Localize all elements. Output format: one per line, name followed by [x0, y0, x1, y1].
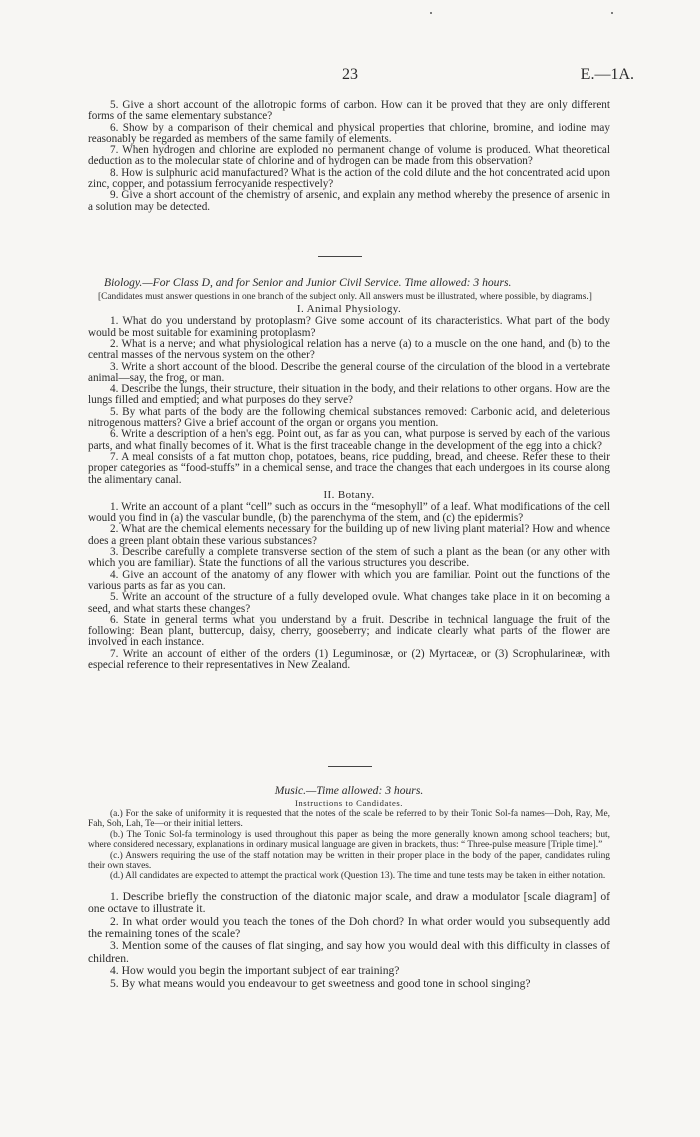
question: 6. Write a description of a hen's egg. Point out, as far as you can, what purpose is served by each of the various parts, and what finally becomes of it. What is the first traceable change in the development of the egg into a chick?	[88, 428, 610, 452]
question: 8. How is sulphuric acid manufactured? What is the action of the cold dilute and the hot concentrated acid upon zinc, copper, and potassium ferrocyanide respectively?	[88, 166, 610, 191]
question: 7. Write an account of either of the orders (1) Leguminosæ, or (2) Myrtaceæ, or (3) Scrophularineæ, with especial reference to their representatives in New Zealand.	[88, 647, 610, 672]
subsection-heading: I. Animal Physiology.	[296, 303, 402, 316]
question: 3. Describe carefully a complete transverse section of the stem of such a plant as the bean (or any other with which you are familiar). State the functions of all the various structures you describe.	[88, 546, 610, 570]
section-title: Music.—Time allowed: 3 hours.	[274, 784, 424, 797]
question: 5. Write an account of the structure of a fully developed ovule. What changes take place in it on becoming a seed, and what starts these changes?	[88, 591, 610, 615]
question: 3. Mention some of the causes of flat singing, and say how you would deal with this difficulty in classes of children.	[88, 939, 610, 965]
section-divider	[318, 256, 362, 257]
question: 5. Give a short account of the allotropic forms of carbon. How can it be proved that they are only different forms of the same elementary substance?	[88, 99, 610, 123]
subsection-heading: II. Botany.	[323, 488, 375, 501]
chemistry-questions	[88, 100, 610, 213]
question: 1. Describe briefly the construction of the diatonic major scale, and draw a modulator [scale diagram] of one octave to illustrate it.	[88, 889, 610, 916]
section-divider	[328, 766, 372, 767]
print-speck	[611, 12, 613, 14]
instruction: (a.) For the sake of uniformity it is requested that the notes of the scale be referred to by their Tonic Sol-fa names—Doh, Ray, Me, Fah, Soh, Lah, Te—or their initial letters.	[88, 809, 610, 830]
question: 2. What is a nerve; and what physiological relation has a nerve (a) to a muscle on the one hand, and (b) to the central masses of the nervous system on the other?	[88, 338, 610, 362]
section-title: Biology.—For Class D, and for Senior and Junior Civil Service. Time allowed: 3 hours.	[104, 276, 512, 289]
page-number: 23	[342, 66, 358, 83]
music-section	[88, 784, 610, 990]
question: 5. By what means would you endeavour to get sweetness and good tone in school singing?	[110, 976, 531, 990]
question: 1. Write an account of a plant “cell” such as occurs in the “mesophyll” of a leaf. What modifications of the cell would you find in (a) the vascular bundle, (b) the parenchyma of the stem, and (c) the epidermis?	[88, 500, 610, 525]
question: 2. In what order would you teach the tones of the Doh chord? In what order would you subsequently add the remaining tones of the scale?	[88, 914, 610, 941]
question: 9. Give a short account of the chemistry of arsenic, and explain any method whereby the presence of arsenic in a solution may be detected.	[88, 189, 610, 213]
subsection-heading: Instructions to Candidates.	[294, 798, 404, 808]
question: 4. Give an account of the anatomy of any flower with which you are familiar. Point out the functions of the various parts as far as you can.	[88, 568, 610, 592]
instruction: (c.) Answers requiring the use of the staff notation may be written in their proper place in the body of the paper, candidates ruling their own staves.	[88, 850, 610, 872]
biology-section	[88, 276, 610, 671]
question: 7. When hydrogen and chlorine are exploded no permanent change of volume is produced. What theoretical deduction as to the molecular state of chlorine and of hydrogen can be made from this observation?	[88, 144, 610, 168]
question: 3. Write a short account of the blood. Describe the general course of the circulation of the blood in a vertebrate animal—say, the frog, or man.	[88, 360, 610, 384]
question: 5. By what parts of the body are the following chemical substances removed: Carbonic acid, and deleterious nitrogenous matters? Give a brief account of the organ or organs you mention.	[88, 405, 610, 430]
question: 1. What do you understand by protoplasm? Give some account of its characteristics. What part of the body would be most suitable for examining protoplasm?	[88, 315, 610, 339]
instruction: (d.) All candidates are expected to attempt the practical work (Question 13). The time and tune tests may be taken in either notation.	[110, 871, 606, 882]
instruction: (b.) The Tonic Sol-fa terminology is used throughout this paper as being the more generally known among school teachers; but, where considered necessary, explanations in ordinary musical language are given in brackets, thus: “ Three-pulse measure [Triple time].”	[88, 829, 610, 851]
question: 6. State in general terms what you understand by a fruit. Describe in technical language the fruit of the following: Bean plant, buttercup, daisy, cherry, gooseberry; and indicate clearly what parts of the flower are involved in each instance.	[88, 613, 610, 649]
question: 2. What are the chemical elements necessary for the building up of new living plant material? How and whence does a green plant obtain these various substances?	[88, 523, 610, 547]
print-speck	[430, 12, 432, 14]
question: 4. How would you begin the important subject of ear training?	[110, 964, 400, 978]
document-reference: E.—1A.	[580, 66, 634, 83]
section-note: [Candidates must answer questions in one branch of the subject only. All answers must be illustrated, where possible, by diagrams.]	[98, 292, 592, 302]
question: 6. Show by a comparison of their chemical and physical properties that chlorine, bromine, and iodine may reasonably be regarded as members of the same family of elements.	[88, 121, 610, 145]
question: 7. A meal consists of a fat mutton chop, potatoes, beans, rice pudding, bread, and cheese. Refer these to their proper categories as “food-stuffs” in a chemical sense, and trace the changes that each undergoes in its course along the alimentary canal.	[88, 450, 610, 486]
question: 4. Describe the lungs, their structure, their situation in the body, and their relations to other organs. How are the lungs filled and emptied; and what purposes do they serve?	[88, 383, 610, 407]
